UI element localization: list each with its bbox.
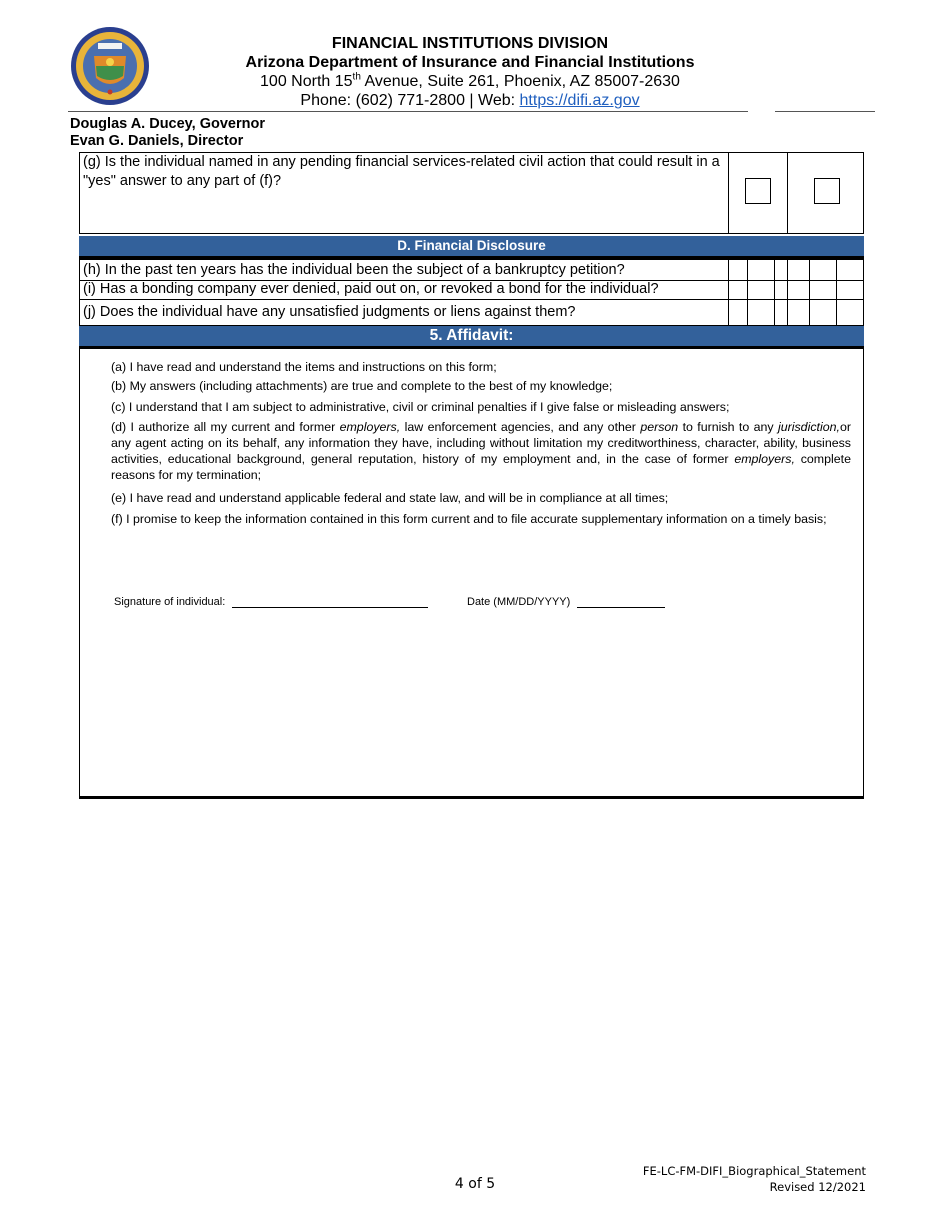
cell-divider: [787, 300, 788, 325]
cell-divider: [787, 281, 788, 299]
question-g-no-checkbox[interactable]: [814, 178, 840, 204]
question-i-yes-checkbox[interactable]: [747, 281, 748, 299]
affidavit-item-c: (c) I understand that I am subject to administrative, civil or criminal penalties if I give false or misleading answers;: [111, 400, 730, 414]
signature-label: Signature of individual:: [114, 596, 226, 608]
cell-divider: [728, 260, 729, 280]
header-rule-right: [775, 111, 875, 112]
department-title: Arizona Department of Insurance and Financial Institutions: [245, 54, 695, 71]
governor-name: Douglas A. Ducey, Governor: [70, 116, 265, 132]
column-divider: [787, 152, 788, 234]
revision-date: Revised 12/2021: [769, 1180, 866, 1194]
cell-divider: [774, 300, 775, 325]
cell-divider: [787, 260, 788, 280]
arizona-state-seal-icon: [70, 26, 150, 106]
question-j-yes-checkbox[interactable]: [747, 300, 748, 325]
director-name: Evan G. Daniels, Director: [70, 133, 244, 149]
question-g-text: (g) Is the individual named in any pending financial services-related civil action that could result in a "yes" answer to any part of (f)?: [83, 154, 720, 189]
cell-divider: [836, 300, 837, 325]
cell-divider: [774, 281, 775, 299]
website-link[interactable]: https://difi.az.gov: [519, 92, 640, 109]
form-identifier: [640, 1163, 866, 1195]
question-i-row: [79, 281, 864, 300]
division-title: FINANCIAL INSTITUTIONS DIVISION: [331, 35, 609, 52]
column-divider: [728, 152, 729, 234]
affidavit-item-d: (d) I authorize all my current and former employers, law enforcement agencies, and any other person to furnish to any jurisdiction,or any agent acting on its behalf, any information they have, including without limitation my creditworthiness, character, ability, business activities, educational background, general reputation, history of my employment and, in the case of former employers, complete reasons for my termination;: [111, 420, 851, 482]
cell-divider: [774, 260, 775, 280]
affidavit-item-a: (a) I have read and understand the items and instructions on this form;: [111, 360, 497, 374]
question-h-yes-checkbox[interactable]: [747, 260, 748, 280]
page-number: 4 of 5: [454, 1176, 496, 1192]
date-label: Date (MM/DD/YYYY): [467, 596, 571, 608]
affidavit-header: 5. Affidavit:: [79, 326, 864, 346]
question-j-row: [79, 300, 864, 326]
cell-divider: [728, 300, 729, 325]
form-id: FE-LC-FM-DIFI_Biographical_Statement: [642, 1164, 866, 1178]
question-i-no-checkbox[interactable]: [809, 281, 810, 299]
question-h-no-checkbox[interactable]: [809, 260, 810, 280]
question-g-yes-checkbox[interactable]: [745, 178, 771, 204]
cell-divider: [728, 281, 729, 299]
date-field[interactable]: [577, 594, 665, 608]
question-h-row: [79, 260, 864, 281]
question-h-text: (h) In the past ten years has the individual been the subject of a bankruptcy petition?: [83, 262, 625, 278]
question-j-no-checkbox[interactable]: [809, 300, 810, 325]
affidavit-item-e: (e) I have read and understand applicable federal and state law, and will be in compliance at all times;: [111, 491, 669, 505]
question-i-text: (i) Has a bonding company ever denied, paid out on, or revoked a bond for the individual?: [83, 281, 659, 297]
affidavit-box: [79, 349, 864, 799]
cell-divider: [836, 260, 837, 280]
affidavit-item-f: (f) I promise to keep the information contained in this form current and to file accurate supplementary information on a timely basis;: [111, 512, 827, 526]
question-j-text: (j) Does the individual have any unsatisfied judgments or liens against them?: [83, 304, 576, 320]
affidavit-bottom-rule: [79, 796, 864, 799]
cell-divider: [836, 281, 837, 299]
address: 100 North 15th Avenue, Suite 261, Phoenix, AZ 85007-2630: [260, 71, 680, 90]
financial-disclosure-header: D. Financial Disclosure: [79, 236, 864, 256]
contact-line: Phone: (602) 771-2800 | Web: https://difi.az.gov: [300, 92, 640, 109]
signature-field[interactable]: [232, 594, 428, 608]
affidavit-item-b: (b) My answers (including attachments) are true and complete to the best of my knowledge;: [111, 379, 613, 393]
header-rule: [68, 111, 748, 112]
